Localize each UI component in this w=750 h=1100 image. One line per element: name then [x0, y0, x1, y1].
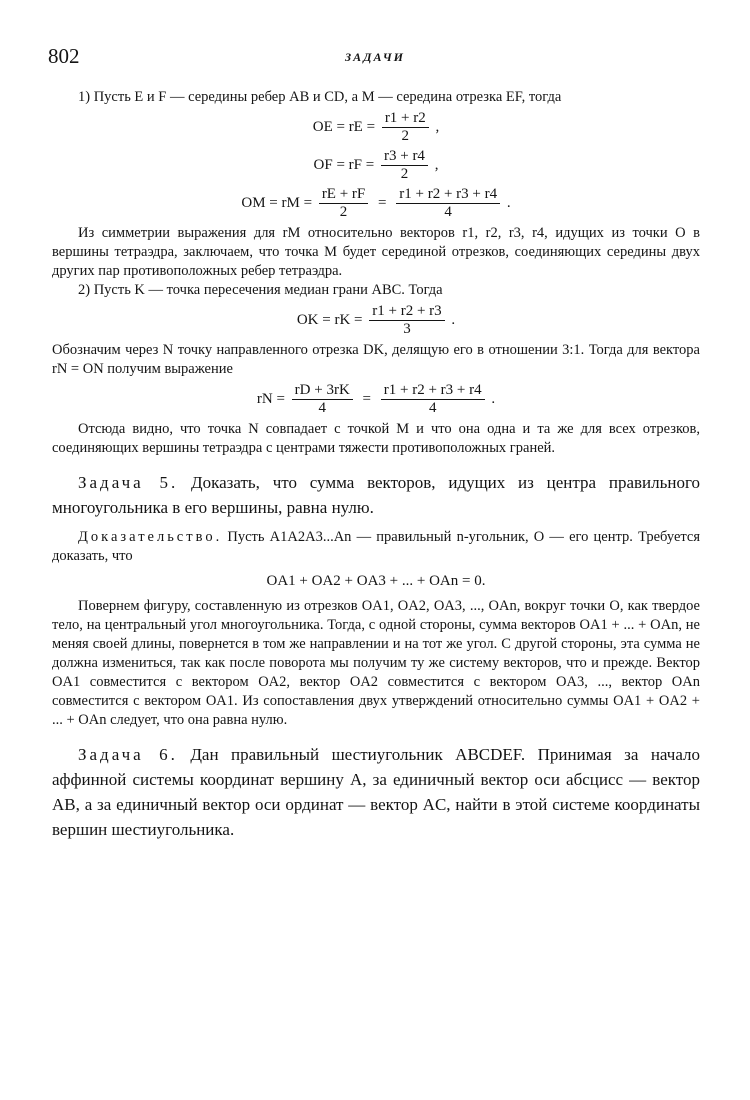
- page-number: 802: [48, 44, 80, 68]
- task5-proof-label: Доказательство.: [78, 529, 223, 545]
- task6-label: Задача 6.: [78, 745, 178, 764]
- part2-intro: 2) Пусть K — точка пересечения медиан грани ABC. Тогда: [78, 282, 443, 298]
- eq-ok-denominator: 3: [403, 321, 411, 337]
- eq-oe-denominator: 2: [401, 128, 410, 144]
- task5-statement-paragraph: [52, 470, 700, 520]
- eq-rn-fraction-1: [292, 382, 353, 417]
- eq-of-numerator: r3 + r4: [381, 148, 428, 166]
- task5-block: [52, 470, 700, 520]
- part2-conclusion: Отсюда видно, что точка N совпадает с точкой M и что она одна и та же для всех отрезков, соединяющих вершины тетраэдра с центрами тяжести противоположных граней.: [52, 421, 700, 456]
- eq-rn-denominator-2: 4: [428, 400, 437, 416]
- task6-statement: Дан правильный шестиугольник ABCDEF. Принимая за начало аффинной системы координат вершину A, за единичный вектор оси абсцисс — вектор AB, а за единичный вектор оси ординат — вектор AC, найти в этой системе координаты вершин шестиугольника.: [52, 745, 701, 839]
- eq-of-tail: ,: [434, 156, 439, 173]
- page-body: [52, 88, 700, 842]
- part2-text: Обозначим через N точку направленного отрезка DK, делящую его в отношении 3:1. Тогда для вектора rN = ON получим выражение: [52, 342, 700, 377]
- eq-oe-numerator: r1 + r2: [382, 110, 429, 128]
- equation-oe: [52, 110, 700, 145]
- task5-statement: Доказать, что сумма векторов, идущих из центра правильного многоугольника в его вершины, равна нулю.: [52, 473, 701, 517]
- running-title: ЗАДАЧИ: [344, 50, 406, 64]
- task5-label: Задача 5.: [78, 473, 179, 492]
- eq-rn-tail: .: [491, 390, 496, 407]
- task6-statement-paragraph: [52, 742, 700, 842]
- eq-of-denominator: 2: [400, 166, 409, 182]
- eq-ok-numerator: r1 + r2 + r3: [369, 303, 444, 321]
- eq-om-denominator-2: 4: [444, 204, 452, 220]
- equation-rn: [52, 382, 700, 417]
- eq-rn-denominator-1: 4: [318, 400, 326, 416]
- eq-om-equals: =: [378, 194, 387, 211]
- equation-om: [52, 186, 700, 221]
- part1-intro: 1) Пусть E и F — середины ребер AB и CD, а M — середина отрезка EF, тогда: [78, 89, 562, 105]
- task6-block: [52, 742, 700, 842]
- eq-om-fraction-2: [396, 186, 500, 221]
- eq-om-fraction-1: [319, 186, 368, 221]
- equation-vector-sum: OA1 + OA2 + OA3 + ... + OAn = 0.: [266, 573, 486, 589]
- eq-ok-lhs: OK = rK =: [296, 311, 363, 328]
- equation-ok: [52, 303, 700, 338]
- eq-om-numerator-1: rE + rF: [319, 186, 368, 204]
- task5-proof-text: Повернем фигуру, составленную из отрезков OA1, OA2, OA3, ..., OAn, вокруг точки O, как твердое тело, на центральный угол многоугольника. Тогда, с одной стороны, сумма векторов OA1 + ... + OAn, не меняя своей длины, повернется в том же направлении и на тот же угол. С другой стороны, эта сумма не должна измениться, так как после поворота мы получим ту же систему векторов, что и прежде. Вектор OA1 совместится с вектором OA2, вектор OA2 совместится с вектором OA3, ..., вектор OAn совместится с вектором OA1. Из сопоставления двух утверждений относительно суммы OA1 + OA2 + ... + OAn следует, что она равна нулю.: [52, 598, 700, 728]
- eq-ok-tail: .: [451, 311, 456, 328]
- eq-rn-numerator-2: r1 + r2 + r3 + r4: [381, 382, 485, 400]
- eq-rn-equals: =: [362, 390, 372, 407]
- running-header: [48, 44, 702, 74]
- eq-oe-tail: ,: [435, 118, 440, 135]
- eq-rn-numerator-1: rD + 3rK: [292, 382, 353, 400]
- eq-ok-fraction: [369, 303, 444, 338]
- eq-of-lhs: OF = rF =: [313, 156, 375, 173]
- eq-oe-lhs: OE = rE =: [312, 118, 376, 135]
- eq-oe-fraction: [382, 110, 429, 145]
- equation-of: [52, 148, 700, 183]
- part1-symmetry-text: Из симметрии выражения для rM относительно векторов r1, r2, r3, r4, идущих из точки O в вершины тетраэдра, заключаем, что точка M будет серединой отрезков, соединяющих середины двух других пар противоположных ребер тетраэдра.: [52, 225, 700, 279]
- eq-rn-lhs: rN =: [256, 390, 285, 407]
- eq-om-tail: .: [506, 194, 511, 211]
- eq-om-lhs: OM = rM =: [241, 194, 313, 211]
- eq-om-numerator-2: r1 + r2 + r3 + r4: [396, 186, 500, 204]
- eq-rn-fraction-2: [381, 382, 485, 417]
- task5-proof-paragraph: [52, 528, 700, 566]
- eq-of-fraction: [381, 148, 428, 183]
- eq-om-denominator-1: 2: [339, 204, 348, 220]
- task5-proof-intro: Пусть A1A2A3...An — правильный n-угольник, O — его центр. Требуется доказать, что: [52, 529, 700, 564]
